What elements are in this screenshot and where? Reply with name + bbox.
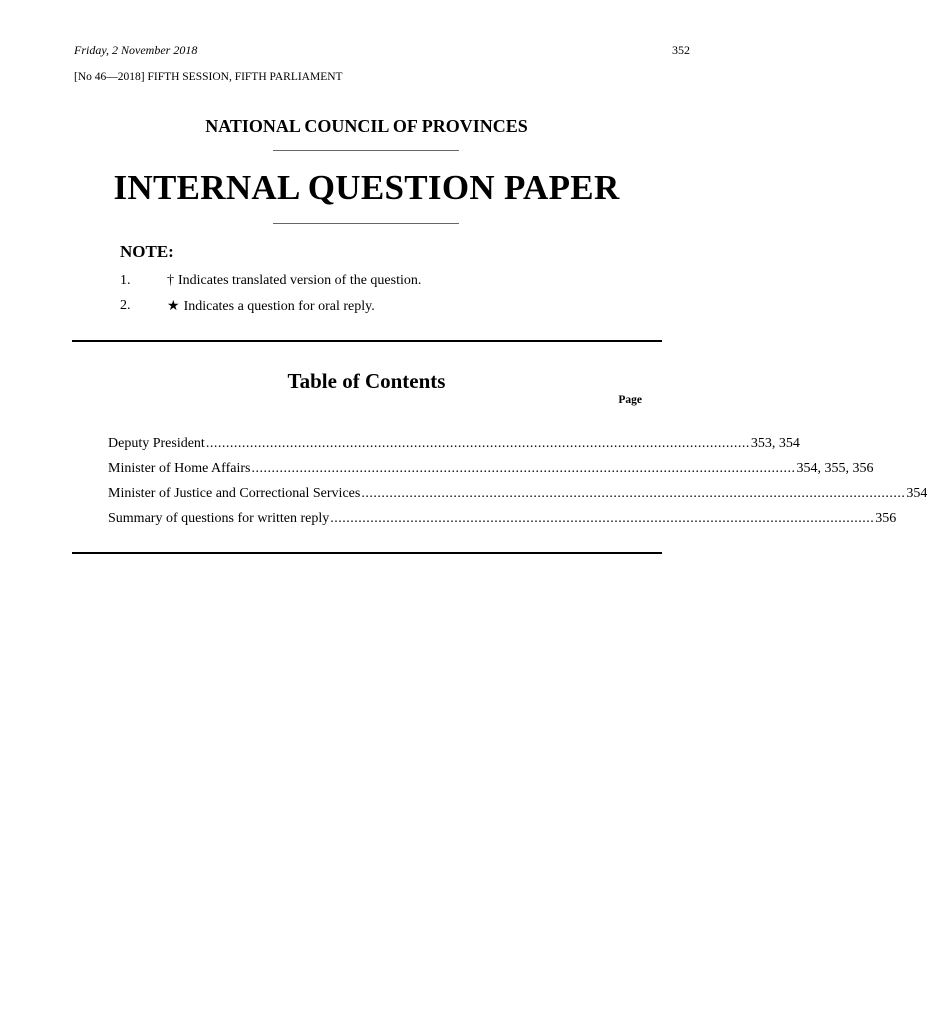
toc-entry[interactable] bbox=[108, 511, 897, 527]
header-session: [No 46—2018] FIFTH SESSION, FIFTH PARLIAMENT bbox=[74, 71, 343, 83]
toc-entry-pages: 353, 354 bbox=[750, 436, 800, 451]
toc-page-label: Page bbox=[618, 394, 642, 406]
header-page-number: 352 bbox=[672, 43, 690, 57]
divider-lower bbox=[273, 223, 459, 224]
toc-entry-label: Minister of Home Affairs bbox=[108, 461, 251, 476]
note-item-number: 2. bbox=[120, 298, 131, 313]
header-date: Friday, 2 November 2018 bbox=[74, 43, 198, 57]
toc-title: Table of Contents bbox=[287, 369, 446, 393]
toc-entry-pages: 354 bbox=[906, 486, 927, 501]
toc-leader: ........................................................................................................................................ bbox=[361, 486, 906, 501]
note-item-text bbox=[167, 298, 375, 315]
page-title: INTERNAL QUESTION PAPER bbox=[113, 168, 620, 207]
toc-entry-label: Deputy President bbox=[108, 436, 205, 451]
toc-leader: ........................................................................................................................................ bbox=[205, 436, 750, 451]
section-rule-top bbox=[72, 340, 662, 342]
divider-upper bbox=[273, 150, 459, 151]
toc-entry[interactable] bbox=[108, 436, 800, 452]
toc-entry-pages: 354, 355, 356 bbox=[796, 461, 874, 476]
note-item-text bbox=[167, 273, 421, 289]
star-icon: ★ bbox=[167, 299, 180, 314]
section-rule-bottom bbox=[72, 552, 662, 554]
note-item-label: Indicates translated version of the question. bbox=[178, 273, 422, 288]
toc-entry-label: Summary of questions for written reply bbox=[108, 511, 330, 526]
toc-entry[interactable] bbox=[108, 486, 927, 502]
note-item-number: 1. bbox=[120, 273, 131, 288]
toc-entry-label: Minister of Justice and Correctional Services bbox=[108, 486, 361, 501]
toc-entry-pages: 356 bbox=[875, 511, 897, 526]
toc-leader: ........................................................................................................................................ bbox=[330, 511, 875, 526]
council-heading: NATIONAL COUNCIL OF PROVINCES bbox=[205, 116, 528, 136]
toc-leader: ........................................................................................................................................ bbox=[251, 461, 796, 476]
dagger-icon: † bbox=[167, 273, 174, 288]
toc-entry[interactable] bbox=[108, 461, 874, 477]
note-heading: NOTE: bbox=[120, 242, 174, 261]
note-item-label: Indicates a question for oral reply. bbox=[183, 299, 375, 314]
